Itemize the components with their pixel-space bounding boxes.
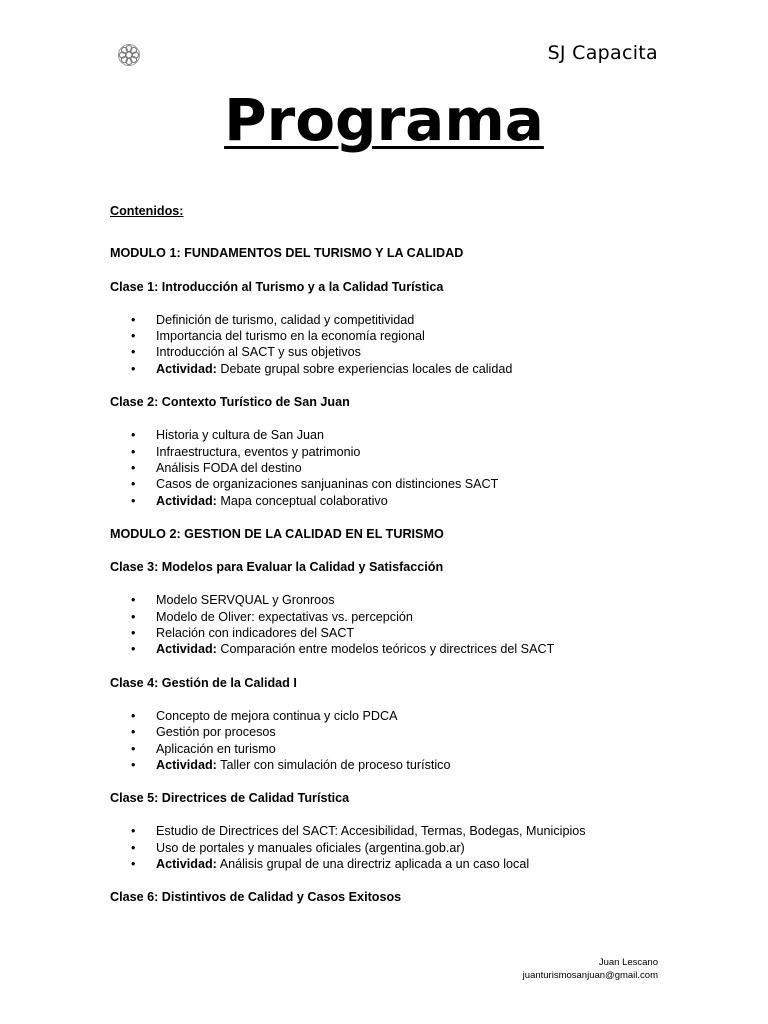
author-email: juanturismosanjuan@gmail.com bbox=[522, 969, 658, 981]
list-item bbox=[110, 460, 670, 476]
bullet-icon: • bbox=[131, 857, 136, 872]
bullet-icon: • bbox=[131, 741, 136, 756]
bullet-icon: • bbox=[131, 725, 136, 740]
item-text: Modelo SERVQUAL y Gronroos bbox=[156, 593, 335, 608]
author-footer bbox=[523, 957, 658, 982]
list-item bbox=[110, 609, 670, 625]
brand-name: SJ Capacita bbox=[547, 42, 658, 64]
topic-list bbox=[110, 708, 670, 773]
class-title: Clase 1: Introducción al Turismo y a la Calidad Turística bbox=[110, 279, 444, 294]
activity-label: Actividad: bbox=[156, 361, 217, 376]
class-title: Clase 5: Directrices de Calidad Turística bbox=[110, 791, 350, 806]
item-text: Relación con indicadores del SACT bbox=[156, 626, 355, 641]
item-text: Concepto de mejora continua y ciclo PDCA bbox=[156, 708, 398, 723]
module-title: MODULO 2: GESTION DE LA CALIDAD EN EL TURISMO bbox=[110, 526, 444, 541]
list-item bbox=[110, 476, 670, 492]
list-item bbox=[110, 444, 670, 460]
topic-list bbox=[110, 823, 670, 872]
item-text: Uso de portales y manuales oficiales (argentina.gob.ar) bbox=[156, 840, 465, 855]
item-text: Comparación entre modelos teóricos y directrices del SACT bbox=[220, 642, 555, 657]
program-contents bbox=[110, 203, 670, 923]
module-title: MODULO 1: FUNDAMENTOS DEL TURISMO Y LA CALIDAD bbox=[110, 246, 464, 261]
list-item bbox=[110, 493, 670, 509]
list-item bbox=[110, 592, 670, 608]
activity-label: Actividad: bbox=[156, 493, 217, 508]
bullet-icon: • bbox=[131, 626, 136, 641]
page-title: Programa bbox=[224, 86, 544, 154]
list-item bbox=[110, 741, 670, 757]
item-text: Estudio de Directrices del SACT: Accesibilidad, Termas, Bodegas, Municipios bbox=[156, 824, 586, 839]
class-title: Clase 3: Modelos para Evaluar la Calidad y Satisfacción bbox=[110, 560, 444, 575]
list-item bbox=[110, 427, 670, 443]
bullet-icon: • bbox=[131, 642, 136, 657]
item-text: Historia y cultura de San Juan bbox=[156, 428, 325, 443]
bullet-icon: • bbox=[131, 609, 136, 624]
list-item bbox=[110, 757, 670, 773]
item-text: Análisis grupal de una directriz aplicada a un caso local bbox=[219, 857, 530, 872]
contents-heading: Contenidos: bbox=[110, 204, 184, 218]
list-item bbox=[110, 361, 670, 377]
bullet-icon: • bbox=[131, 840, 136, 855]
list-item bbox=[110, 856, 670, 872]
topic-list bbox=[110, 312, 670, 377]
bullet-icon: • bbox=[131, 824, 136, 839]
bullet-icon: • bbox=[131, 428, 136, 443]
bullet-icon: • bbox=[131, 444, 136, 459]
bullet-icon: • bbox=[131, 329, 136, 344]
class-title: Clase 6: Distintivos de Calidad y Casos Exitosos bbox=[110, 890, 402, 905]
activity-label: Actividad: bbox=[156, 642, 217, 657]
bullet-icon: • bbox=[131, 477, 136, 492]
item-text: Definición de turismo, calidad y competitividad bbox=[156, 312, 415, 327]
list-item bbox=[110, 625, 670, 641]
bullet-icon: • bbox=[131, 460, 136, 475]
list-item bbox=[110, 840, 670, 856]
author-name: Juan Lescano bbox=[598, 957, 658, 968]
bullet-icon: • bbox=[131, 708, 136, 723]
list-item bbox=[110, 724, 670, 740]
activity-label: Actividad: bbox=[156, 757, 217, 772]
item-text: Mapa conceptual colaborativo bbox=[220, 493, 388, 508]
list-item bbox=[110, 708, 670, 724]
topic-list bbox=[110, 427, 670, 508]
item-text: Infraestructura, eventos y patrimonio bbox=[156, 444, 361, 459]
bullet-icon: • bbox=[131, 312, 136, 327]
topic-list bbox=[110, 592, 670, 657]
item-text: Introducción al SACT y sus objetivos bbox=[156, 345, 361, 360]
bullet-icon: • bbox=[131, 593, 136, 608]
item-text: Aplicación en turismo bbox=[156, 741, 276, 756]
mandala-logo-icon bbox=[117, 43, 141, 67]
item-text: Gestión por procesos bbox=[156, 725, 276, 740]
list-item bbox=[110, 312, 670, 328]
class-title: Clase 4: Gestión de la Calidad I bbox=[110, 675, 297, 690]
class-title: Clase 2: Contexto Turístico de San Juan bbox=[110, 395, 350, 410]
bullet-icon: • bbox=[131, 361, 136, 376]
item-text: Casos de organizaciones sanjuaninas con distinciones SACT bbox=[156, 477, 499, 492]
list-item bbox=[110, 328, 670, 344]
list-item bbox=[110, 823, 670, 839]
item-text: Debate grupal sobre experiencias locales de calidad bbox=[220, 361, 513, 376]
activity-label: Actividad: bbox=[156, 857, 217, 872]
bullet-icon: • bbox=[131, 493, 136, 508]
item-text: Modelo de Oliver: expectativas vs. percepción bbox=[156, 609, 413, 624]
list-item bbox=[110, 344, 670, 360]
bullet-icon: • bbox=[131, 345, 136, 360]
item-text: Análisis FODA del destino bbox=[156, 460, 302, 475]
item-text: Taller con simulación de proceso turístico bbox=[220, 757, 451, 772]
bullet-icon: • bbox=[131, 757, 136, 772]
item-text: Importancia del turismo en la economía regional bbox=[156, 329, 425, 344]
list-item bbox=[110, 641, 670, 657]
